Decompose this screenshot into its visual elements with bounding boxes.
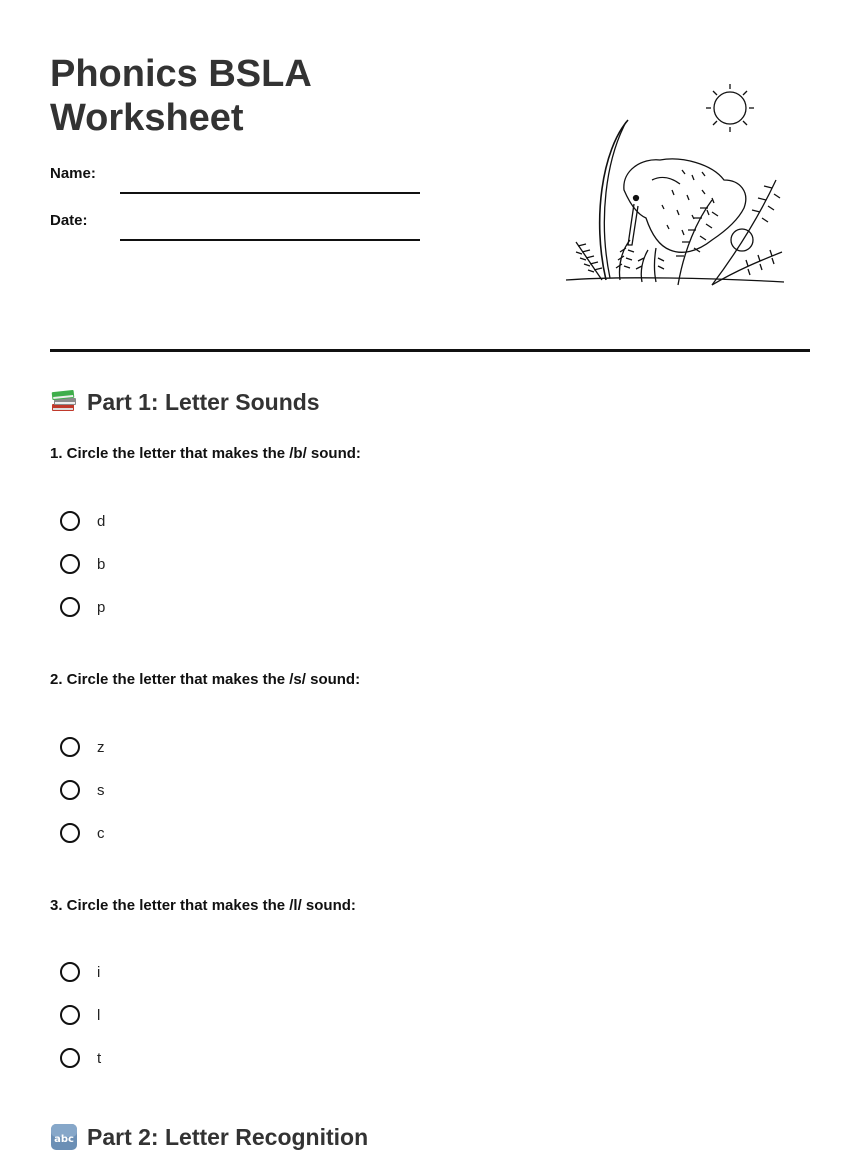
question-3-option-t[interactable]: t xyxy=(60,1048,101,1068)
name-input-line[interactable] xyxy=(120,192,420,194)
title-line-1: Phonics BSLA xyxy=(50,53,312,95)
radio-circle[interactable] xyxy=(60,554,80,574)
sun-icon xyxy=(706,84,754,132)
question-2-option-z[interactable]: z xyxy=(60,737,105,757)
date-field[interactable] xyxy=(50,212,420,229)
radio-circle[interactable] xyxy=(60,780,80,800)
worksheet-title xyxy=(50,52,312,140)
svg-text:abc: abc xyxy=(54,1134,74,1145)
question-3-option-l[interactable]: l xyxy=(60,1005,100,1025)
question-1-option-d[interactable]: d xyxy=(60,511,105,531)
section-part-1-title xyxy=(50,388,320,416)
question-1: 1. Circle the letter that makes the /b/ sound: xyxy=(50,445,361,462)
section-part-2-title xyxy=(50,1123,368,1151)
radio-circle[interactable] xyxy=(60,1005,80,1025)
header-divider xyxy=(50,349,810,352)
name-field[interactable] xyxy=(50,165,420,182)
kiwi-illustration xyxy=(562,80,792,295)
radio-circle[interactable] xyxy=(60,1048,80,1068)
question-3-option-i[interactable]: i xyxy=(60,962,100,982)
question-2: 2. Circle the letter that makes the /s/ sound: xyxy=(50,671,361,688)
question-1-option-b[interactable]: b xyxy=(60,554,105,574)
abc-icon xyxy=(50,1123,78,1151)
radio-circle[interactable] xyxy=(60,962,80,982)
question-3: 3. Circle the letter that makes the /l/ sound: xyxy=(50,897,356,914)
question-1-option-p[interactable]: p xyxy=(60,597,105,617)
question-2-option-s[interactable]: s xyxy=(60,780,105,800)
section-title-text: Part 1: Letter Sounds xyxy=(87,388,320,415)
radio-circle[interactable] xyxy=(60,511,80,531)
question-2-option-c[interactable]: c xyxy=(60,823,105,843)
radio-circle[interactable] xyxy=(60,737,80,757)
date-label: Date: xyxy=(50,212,88,229)
title-line-2: Worksheet xyxy=(50,97,244,139)
radio-circle[interactable] xyxy=(60,823,80,843)
books-icon xyxy=(50,388,78,416)
fern-leaves xyxy=(576,180,782,285)
section-title-text: Part 2: Letter Recognition xyxy=(87,1123,369,1150)
date-input-line[interactable] xyxy=(120,239,420,241)
name-label: Name: xyxy=(50,165,96,182)
radio-circle[interactable] xyxy=(60,597,80,617)
